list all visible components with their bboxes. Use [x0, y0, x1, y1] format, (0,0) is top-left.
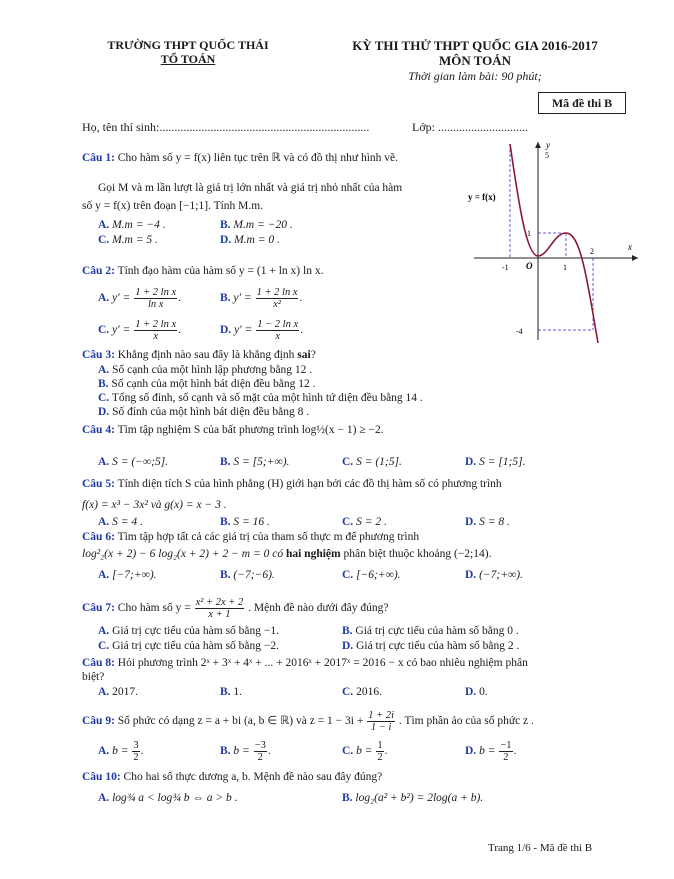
x-axis-label: x: [628, 242, 632, 252]
question-7-label: Câu 7:: [82, 602, 115, 615]
q5-option-b[interactable]: B. S = 16 .: [220, 516, 270, 528]
subject-title: MÔN TOÁN: [438, 53, 512, 68]
q2-option-d[interactable]: D. y′ = $\frac{\text{1 − 2 ln x}}{x}$ .: [220, 319, 303, 342]
question-5-text-2: f(x) = x³ − 3x² và g(x) = x − 3 .: [82, 499, 227, 511]
q9-option-d[interactable]: D. b = $\frac{-1}{2}$ .: [465, 740, 517, 763]
question-8-text-2: biệt?: [82, 671, 105, 683]
q9-option-a[interactable]: A. b = $\frac{3}{2}$ .: [98, 740, 144, 763]
q3-option-d[interactable]: D. Số đỉnh của một hình bát diện đều bằng 8 .: [98, 406, 310, 418]
q8-option-c[interactable]: C. 2016.: [342, 686, 382, 698]
question-10-label: Câu 10:: [82, 771, 121, 783]
q8-option-b[interactable]: B. 1.: [220, 686, 243, 698]
function-label: y = f(x): [468, 192, 496, 202]
q9-option-c[interactable]: C. b = $\frac{1}{2}$ .: [342, 740, 388, 763]
q7-option-c[interactable]: C. Giá trị cực tiểu của hàm số bằng −2.: [98, 640, 280, 652]
q2-option-a[interactable]: A. y′ = $\frac{\text{1 + 2 ln x}}{\text{ln x}}$ .: [98, 287, 181, 310]
y-axis-arrow: [535, 142, 541, 148]
page-footer: Trang 1/6 - Mã đề thi B: [488, 842, 593, 854]
function-curve: [510, 144, 598, 343]
student-name-line: Họ, tên thí sinh:......................................................................: [82, 120, 370, 134]
q6-option-a[interactable]: A. [−7;+∞).: [98, 569, 157, 581]
q5-option-a[interactable]: A. S = 4 .: [98, 516, 143, 528]
q1-option-c[interactable]: C. M.m = 5 .: [98, 234, 158, 246]
x-axis-arrow: [632, 255, 638, 261]
department-name: TỔ TOÁN: [160, 52, 216, 66]
question-1-text-2: Gọi M và m lần lượt là giá trị lớn nhất và giá trị nhỏ nhất của hàm: [98, 182, 403, 194]
question-6: Câu 6: Tìm tập hợp tất cả các giá trị của tham số thực m để phương trình: [82, 531, 420, 543]
q8-option-a[interactable]: A. 2017.: [98, 686, 138, 698]
q1-option-a[interactable]: A. M.m = −4 .: [98, 219, 166, 231]
q2-option-c[interactable]: C. y′ = $\frac{\text{1 + 2 ln x}}{x}$ .: [98, 319, 181, 342]
origin-label: O: [526, 261, 533, 271]
question-9-label: Câu 9:: [82, 715, 115, 728]
q6-option-c[interactable]: C. [−6;+∞).: [342, 569, 401, 581]
q4-option-a[interactable]: A. S = (−∞;5].: [98, 456, 169, 468]
question-9: Câu 9: Số phức có dạng z = a + bi (a, b ∈ ℝ) và z = 1 − 3i + $\frac{1 + 2i}{1 - i}$ . Tìm phần ảo của số phức z .: [82, 710, 534, 733]
question-1: [82, 150, 398, 164]
q3-option-b[interactable]: B. Số cạnh của một hình bát diện đều bằng 12 .: [98, 378, 316, 390]
tick-x-neg1: -1: [502, 263, 509, 272]
question-1-label: Câu 1:: [82, 152, 115, 164]
question-5-label: Câu 5:: [82, 478, 115, 490]
question-8: Câu 8: Hỏi phương trình 2ˣ + 3ˣ + 4ˣ + ... + 2016ˣ + 2017ˣ = 2016 − x có bao nhiêu nghiệm phân: [82, 657, 528, 669]
q4-option-b[interactable]: B. S = [5;+∞).: [220, 456, 290, 468]
tick-y-neg4: -4: [516, 327, 523, 336]
q5-option-c[interactable]: C. S = 2 .: [342, 516, 387, 528]
q10-option-a[interactable]: A. log¾ a < log¾ b ⇔ a > b .: [98, 792, 238, 804]
question-1-text-3: số y = f(x) trên đoạn [−1;1]. Tính M.m.: [82, 200, 264, 212]
tick-5: 5: [545, 151, 549, 160]
q7-option-d[interactable]: D. Giá trị cực tiểu của hàm số bằng 2 .: [342, 640, 520, 652]
function-graph: [466, 138, 642, 343]
tick-x-1: 1: [563, 263, 567, 272]
q3-option-a[interactable]: A. Số cạnh của một hình lập phương bằng 12 .: [98, 364, 313, 376]
question-7: Câu 7: Cho hàm số y = $\frac{\text{x² + 2x + 2}}{x + 1}$ . Mệnh đề nào dưới đây đúng?: [82, 597, 389, 620]
exam-duration: Thời gian làm bài: 90 phút;: [408, 69, 542, 83]
exam-code-box: Mã đề thi B: [538, 92, 626, 114]
q6-option-b[interactable]: B. (−7;−6).: [220, 569, 275, 581]
tick-x-2: 2: [590, 247, 594, 256]
student-class-line: Lớp: ..............................: [412, 120, 529, 134]
q5-option-d[interactable]: D. S = 8 .: [465, 516, 510, 528]
q1-option-d[interactable]: D. M.m = 0 .: [220, 234, 280, 246]
question-1-text: Cho hàm số y = f(x) liên tục trên ℝ và có đồ thị như hình vẽ.: [117, 152, 398, 164]
question-8-label: Câu 8:: [82, 657, 115, 669]
tick-y-1: 1: [527, 229, 531, 238]
q3-option-c[interactable]: C. Tổng số đỉnh, số cạnh và số mặt của một hình tứ diện đều bằng 14 .: [98, 392, 423, 404]
question-6-text-2: log²₂(x + 2) − 6 log₂(x + 2) + 2 − m = 0 có hai nghiệm phân biệt thuộc khoảng (−2;14).: [82, 548, 492, 560]
question-4: Câu 4: Tìm tập nghiệm S của bất phương trình log½(x − 1) ≥ −2.: [82, 424, 384, 436]
q7-option-a[interactable]: A. Giá trị cực tiểu của hàm số bằng −1.: [98, 625, 280, 637]
question-5: Câu 5: Tính diện tích S của hình phẳng (H) giới hạn bởi các đồ thị hàm số có phương trình: [82, 478, 502, 490]
school-name: TRƯỜNG THPT QUỐC THÁI: [107, 38, 269, 52]
question-3-label: Câu 3:: [82, 349, 115, 361]
q1-option-b[interactable]: B. M.m = −20 .: [220, 219, 293, 231]
q4-option-d[interactable]: D. S = [1;5].: [465, 456, 526, 468]
q9-option-b[interactable]: B. b = $\frac{-3}{2}$ .: [220, 740, 271, 763]
q2-option-b[interactable]: B. y′ = $\frac{\text{1 + 2 ln x}}{\text{x²}}$ .: [220, 287, 303, 310]
question-3: Câu 3: Khẳng định nào sau đây là khẳng định sai?: [82, 349, 316, 361]
exam-title: KỲ THI THỬ THPT QUỐC GIA 2016-2017: [352, 38, 598, 53]
q4-option-c[interactable]: C. S = (1;5].: [342, 456, 402, 468]
q10-option-b[interactable]: B. log₂(a² + b²) = 2log(a + b).: [342, 792, 484, 804]
question-2: [82, 265, 323, 277]
q8-option-d[interactable]: D. 0.: [465, 686, 488, 698]
y-axis-label: y: [546, 140, 550, 150]
q6-option-d[interactable]: D. (−7;+∞).: [465, 569, 523, 581]
question-6-label: Câu 6:: [82, 531, 115, 543]
question-2-text: Tính đạo hàm của hàm số y = (1 + ln x) ln x.: [117, 265, 324, 277]
q7-option-b[interactable]: B. Giá trị cực tiểu của hàm số bằng 0 .: [342, 625, 519, 637]
question-2-label: Câu 2:: [82, 265, 115, 277]
question-4-label: Câu 4:: [82, 424, 115, 436]
question-10: Câu 10: Cho hai số thực dương a, b. Mệnh đề nào sau đây đúng?: [82, 771, 383, 783]
